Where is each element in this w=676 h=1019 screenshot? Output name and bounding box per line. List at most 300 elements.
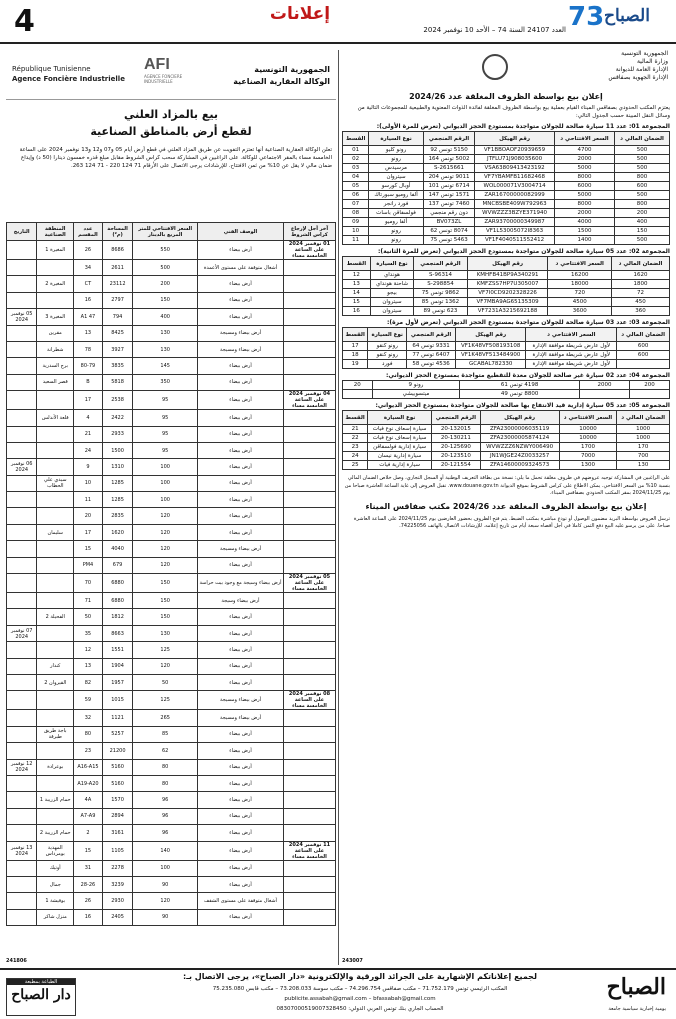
table-header-row [7, 223, 336, 241]
table-cell: 15 [74, 841, 103, 860]
table-cell: 200 [630, 381, 670, 390]
table-cell: 120 [133, 658, 198, 674]
table-cell [284, 743, 336, 759]
table-cell: المغيرة 3 [37, 309, 74, 325]
table-cell: 2000 [554, 155, 614, 164]
column-header: رقم الهيكل [480, 411, 559, 425]
group-4-title: المجموعة 04: عدد 02 سيارة غير صالحة للجولان معدة للتقطيع متواجدة بمستودع الحجز الديواني: [386, 372, 670, 379]
table-cell: 6000 [554, 182, 614, 191]
table-cell: 4A [74, 792, 103, 808]
table-cell: S-96314 [414, 271, 468, 280]
table-cell [7, 642, 37, 658]
table-cell: رونو كليو [369, 146, 423, 155]
table-cell: لأول عارض شريطة موافقة الإدارة [526, 342, 617, 351]
table-cell: VF7YBAMFB11682468 [475, 173, 555, 182]
table-cell: 05 نوفمبر 2024 [7, 309, 37, 325]
table-row [7, 508, 336, 524]
table-cell [37, 691, 74, 710]
table-cell: 4 [74, 410, 103, 426]
table-cell: 140 [133, 841, 198, 860]
table-row [7, 541, 336, 557]
table-cell: 16 [74, 909, 103, 925]
table-row [343, 390, 670, 399]
table-cell [284, 860, 336, 876]
table-cell: B [74, 374, 103, 390]
table-cell: ZFA14600009324573 [480, 461, 559, 470]
table-cell: بوعرادة [37, 759, 74, 775]
table-cell: 70 [74, 574, 103, 593]
table-cell: 1500 [554, 227, 614, 236]
table-cell [7, 658, 37, 674]
table-cell [7, 876, 37, 892]
table-cell: 4700 [554, 146, 614, 155]
table-cell: سيتروان [370, 307, 413, 316]
table-cell [284, 426, 336, 442]
table-cell [284, 410, 336, 426]
column-header: الضمان المالي د [612, 257, 670, 271]
table-cell: 623 تونس 89 [414, 307, 468, 316]
table-cell: 8425 [102, 325, 133, 341]
table-cell: 12 نوفمبر 2024 [7, 759, 37, 775]
table-cell: لأول عارض شريطة موافقة الإدارة [526, 351, 617, 360]
table-cell: 5818 [102, 374, 133, 390]
table-row [343, 271, 670, 280]
table-row [343, 434, 670, 443]
column-header: المساحة (م²) [102, 223, 133, 241]
table-cell [7, 475, 37, 491]
table-row [7, 841, 336, 860]
table-row [7, 391, 336, 410]
table-cell: 100 [133, 492, 198, 508]
table-cell: 16200 [548, 271, 612, 280]
table-cell: 04 نوفمبر 2024 على الساعة الخامسة مساء [284, 391, 336, 410]
table-cell: 04 [343, 173, 369, 182]
table-cell: المهدية بومرداس [37, 841, 74, 860]
table-cell: 2278 [102, 860, 133, 876]
table-cell [37, 642, 74, 658]
afi-lots-table [6, 222, 336, 926]
republic-seal-icon [482, 54, 508, 80]
table-cell: أرض بيضاء ومسيجة [198, 325, 284, 341]
afi-body-text: تعلن الوكالة العقارية الصناعية أنها تعتزم التفويت عن طريق المزاد العلني في قطع أرض أيام 05 و07 و12 و13 نوفمبر 2024 على الساعة الخامسة مساء بالمقر الاجتماعي للوكالة. على الراغبين في المشاركة سحب كراس الشروط مقابل مبلغ قدره خمسون دينارا (50 د) وإيداع ضمان مالي لا يقل عن 10% من ثمن الافتتاح. للإرشادات يرجى الاتصال على الأرقام 71 124 220 - 71 124 263. [19, 147, 332, 169]
table-cell: 679 [102, 557, 133, 573]
column-header: السعر الافتتاحي د [559, 411, 617, 425]
table-cell [7, 574, 37, 593]
table-cell: 794 [102, 309, 133, 325]
group-3-table [342, 327, 670, 369]
table-cell [7, 410, 37, 426]
table-cell: أرض بيضاء [198, 808, 284, 824]
column-header: رقم الهيكل [456, 328, 526, 342]
table-cell: 130 [617, 461, 670, 470]
column-header: الرقم المنجمي [423, 132, 475, 146]
table-cell [7, 426, 37, 442]
table-cell: سيارة إدارية فيات [368, 461, 432, 470]
table-cell: 1121 [102, 710, 133, 726]
print-house-logo: الطباعة بمطبعة دار الصباح [6, 978, 76, 1016]
customs-header [342, 50, 670, 88]
table-cell: 2000 [579, 381, 629, 390]
table-row [343, 425, 670, 434]
table-row [7, 492, 336, 508]
table-cell: 4198 تونس 61 [460, 381, 579, 390]
table-cell: أرض بيضاء وسيجة [198, 593, 284, 609]
table-cell: 4000 [554, 218, 614, 227]
table-cell: 130 [133, 325, 198, 341]
table-cell [37, 492, 74, 508]
table-cell [284, 759, 336, 775]
table-cell: A16-A15 [74, 759, 103, 775]
table-cell: 500 [615, 164, 670, 173]
table-cell: سليمان [37, 524, 74, 540]
table-row [7, 574, 336, 593]
table-cell [284, 341, 336, 357]
table-cell [284, 593, 336, 609]
table-cell: 8074 تونس 62 [423, 227, 475, 236]
table-cell: S-2615661 [423, 164, 475, 173]
table-cell: 90 [133, 876, 198, 892]
table-cell: 19 [343, 360, 368, 369]
table-cell: 13 نوفمبر 2024 [7, 841, 37, 860]
table-cell [284, 825, 336, 841]
table-cell: 5463 تونس 75 [423, 236, 475, 245]
table-cell: شطرانة [37, 341, 74, 357]
customs-notice-title: إعلان بيع بواسطة الظروف المغلقة عدد 2024/26 مكتب صفاقس الميناء [365, 501, 647, 511]
table-row [7, 726, 336, 742]
table-cell: VF7MBA9AG65135309 [467, 298, 548, 307]
table-cell: 150 [133, 574, 198, 593]
table-cell: ZFA23000006035119 [480, 425, 559, 434]
customs-intro: يعتزم المكتب الحدودي بصفاقس الميناء القيام بعملية بيع بواسطة الظروف المغلقة لفائدة الذوات المعنوية والطبيعية للمجموعات التالية من وسائل النقل المبينة حسب الجدول التالي: [357, 105, 670, 119]
table-cell: أرض بيضاء ومسيجة [198, 341, 284, 357]
table-cell: مرسيدس [369, 164, 423, 173]
table-cell: 95 [133, 410, 198, 426]
group-1-table [342, 131, 670, 245]
table-cell: 24 [74, 442, 103, 458]
footer-main-line: لجميع إعلاناتكم الإشهارية على الجرائد الورقية والإلكترونية «دار الصباح»، يرجى الاتصال بـ: [183, 972, 537, 981]
table-cell: 145 [133, 358, 198, 374]
table-cell: أرض بيضاء [198, 309, 284, 325]
column-header: آخر أجل لإرجاع كراس الشروط [284, 223, 336, 241]
column-header: القسط [343, 411, 368, 425]
table-cell: 8000 [554, 173, 614, 182]
table-cell: 1551 [102, 642, 133, 658]
table-cell: 26 [74, 893, 103, 909]
table-cell: أرض بيضاء [198, 674, 284, 690]
table-cell: 265 [133, 710, 198, 726]
table-cell: سيتروان [370, 298, 413, 307]
table-cell: 05 نوفمبر 2024 على الساعة الخامسة مساء [284, 574, 336, 593]
table-cell: سيارة إسعاف نوع فيات [368, 425, 432, 434]
table-cell: 1620 [102, 524, 133, 540]
table-cell [7, 442, 37, 458]
table-row [343, 209, 670, 218]
table-cell: 2538 [102, 391, 133, 410]
table-cell: 10000 [559, 434, 617, 443]
column-header: الضمان المالي د [615, 132, 670, 146]
table-cell: 03 [343, 164, 369, 173]
table-cell: هونداي [370, 271, 413, 280]
table-cell: 130 [133, 341, 198, 357]
table-row [343, 200, 670, 209]
table-cell: WVWZZZ3BZYE371940 [475, 209, 555, 218]
table-cell: أرض بيضاء [198, 625, 284, 641]
table-cell: 200 [133, 276, 198, 292]
table-cell: WOL000071V3004714 [475, 182, 555, 191]
table-cell: 2611 [102, 260, 133, 276]
table-cell: 1957 [102, 674, 133, 690]
table-cell: مقرين [37, 325, 74, 341]
table-cell: أرض بيضاء [198, 410, 284, 426]
column-header: التاريخ [7, 223, 37, 241]
table-cell: 07 نوفمبر 2024 [7, 625, 37, 641]
table-cell: أرض بيضاء [198, 426, 284, 442]
table-cell [284, 557, 336, 573]
table-cell: 07 [343, 200, 369, 209]
table-cell: 80 [133, 759, 198, 775]
table-cell: 360 [612, 307, 670, 316]
table-cell: أشغال متوقفة على مستوى الشقف [198, 893, 284, 909]
table-cell: أرض بيضاء ومسيجة [198, 541, 284, 557]
afi-title: بيع بالمزاد العلني [123, 108, 219, 121]
table-row [7, 557, 336, 573]
table-cell: 08 نوفمبر 2024 على الساعة الخامسة مساء [284, 691, 336, 710]
table-cell: رونو [369, 155, 423, 164]
table-cell [284, 309, 336, 325]
table-cell: 3600 [548, 307, 612, 316]
table-cell: 5160 [102, 759, 133, 775]
table-cell: 62 [133, 743, 198, 759]
table-cell: حمام الزريبة 1 [37, 792, 74, 808]
table-cell: 400 [615, 218, 670, 227]
table-cell: A7-A9 [74, 808, 103, 824]
table-cell [617, 360, 670, 369]
table-cell: بيجو [370, 289, 413, 298]
column-header: الرقم المنجمي [407, 328, 456, 342]
table-cell: 01 [343, 146, 369, 155]
table-cell: 28-26 [74, 876, 103, 892]
column-header: الضمان المالي د [617, 411, 670, 425]
table-cell: 600 [617, 342, 670, 351]
table-cell [37, 442, 74, 458]
table-cell: 1700 [559, 443, 617, 452]
column-header: رقم الهيكل [475, 132, 555, 146]
table-cell: 3239 [102, 876, 133, 892]
table-row [7, 442, 336, 458]
table-cell: 71 [74, 593, 103, 609]
afi-org-arabic: الجمهورية التونسية الوكالة العقارية الصناعية [233, 65, 330, 86]
table-cell: 3927 [102, 341, 133, 357]
table-cell: 96 [133, 792, 198, 808]
table-cell: فورد [368, 360, 407, 369]
table-cell [7, 492, 37, 508]
table-cell: 5150 تونس 92 [423, 146, 475, 155]
table-cell: 17 [74, 391, 103, 410]
table-row [7, 876, 336, 892]
table-cell [284, 893, 336, 909]
table-cell: 32 [74, 710, 103, 726]
table-cell [284, 726, 336, 742]
table-cell: 700 [617, 452, 670, 461]
table-cell: أرض بيضاء [198, 726, 284, 742]
table-cell [284, 325, 336, 341]
table-cell: 21 [343, 425, 368, 434]
table-cell: 6714 تونس 101 [423, 182, 475, 191]
table-cell: 4536 تونس 58 [407, 360, 456, 369]
footer-logo: الصباح [606, 974, 666, 1000]
table-row [7, 658, 336, 674]
table-cell: 10000 [559, 425, 617, 434]
table-cell: VF1K48VF508193108 [456, 342, 526, 351]
table-cell: 20 [343, 381, 373, 390]
table-row [7, 475, 336, 491]
table-cell: VSA63809413423192 [475, 164, 555, 173]
table-row [343, 280, 670, 289]
customs-title: إعلان بيع بواسطة الظروف المغلقة عدد 2024/26 [409, 92, 603, 101]
table-cell [7, 726, 37, 742]
table-row [7, 241, 336, 260]
table-cell [284, 658, 336, 674]
table-cell: 82 [74, 674, 103, 690]
table-cell: 4040 [102, 541, 133, 557]
footer-rib: الحساب الجاري بنك تونس العربي الدولي: 08307000519007328450 [276, 1006, 444, 1012]
table-cell: 12 [74, 642, 103, 658]
table-cell: سيارة إدارية نيسان [368, 452, 432, 461]
table-row [343, 381, 670, 390]
afi-ad-code: 241806 [6, 958, 27, 964]
table-cell [284, 492, 336, 508]
afi-header [6, 50, 336, 100]
table-cell: 2930 [102, 893, 133, 909]
table-row [7, 358, 336, 374]
table-cell: أوبال كورسو [369, 182, 423, 191]
table-cell: أرض بيضاء [198, 508, 284, 524]
table-cell: GCABAL782330 [456, 360, 526, 369]
table-cell [37, 426, 74, 442]
table-cell: 6880 [102, 574, 133, 593]
table-cell: 21200 [102, 743, 133, 759]
table-cell: أرض بيضاء [198, 876, 284, 892]
table-row [7, 909, 336, 925]
table-cell: 1015 [102, 691, 133, 710]
table-cell: 500 [615, 236, 670, 245]
column-divider [338, 50, 339, 965]
column-header: السعر الافتتاحي د [554, 132, 614, 146]
table-cell: 10 [74, 475, 103, 491]
customs-ad-code: 243007 [342, 958, 363, 964]
table-cell: 22 [343, 434, 368, 443]
table-row [343, 173, 670, 182]
table-cell: 95 [133, 426, 198, 442]
table-cell: 9331 تونس 64 [407, 342, 456, 351]
table-cell: أرض بيضاء [198, 860, 284, 876]
table-cell: القيروان 2 [37, 674, 74, 690]
table-row [7, 341, 336, 357]
table-cell: 550 [133, 241, 198, 260]
table-cell: 8663 [102, 625, 133, 641]
table-row [343, 155, 670, 164]
newspaper-logo [568, 2, 668, 38]
table-cell: قلعة الأندلس [37, 410, 74, 426]
table-cell: VF1K48VF513484900 [456, 351, 526, 360]
table-row [343, 191, 670, 200]
group-2-title: المجموعة 02: عدد 05 سيارة صالحة للجولان متواجدة بمستودع الحجز الديواني (تعرض للمرة الثانية): [378, 248, 670, 255]
customs-closing: ترسل العروض بواسطة البريد مضمون الوصول أو تودع مباشرة بمكتب الضبط. يتم فتح الظروف بحضور العارضين يوم 2024/11/25 على الساعة العاشرة صباحا. على من يرسو عليه البيع دفع الثمن كاملا في أجل أقصاه سبعة أيام من تاريخ إعلامه. للإرشادات الاتصال بالهاتف 74225056. [353, 515, 670, 529]
table-row [7, 609, 336, 625]
footer-contacts: المكتب الرئيسي تونس 71.752.179 – مكتب صفاقس 74.296.754 – مكتب سوسة 73.208.033 – مكتب قابس 75.235.080 [212, 986, 508, 992]
table-row [7, 860, 336, 876]
table-cell: لأول عارض شريطة موافقة الإدارة [526, 360, 617, 369]
page-footer [0, 968, 676, 1019]
table-cell: 23 [74, 743, 103, 759]
table-cell [7, 541, 37, 557]
logo-word: الصباح [604, 6, 650, 26]
table-cell: أرض بيضاء [198, 609, 284, 625]
table-cell [7, 276, 37, 292]
table-cell [7, 341, 37, 357]
table-cell [284, 374, 336, 390]
table-cell: 09 [343, 218, 369, 227]
column-header: السعر الافتتاحي للمتر المربع بالدينار [133, 223, 198, 241]
table-cell [7, 593, 37, 609]
table-cell: 2835 [102, 508, 133, 524]
table-cell: رونو كنقو [368, 351, 407, 360]
table-cell: 13 [74, 658, 103, 674]
table-cell: سيدي علي الحطاب [37, 475, 74, 491]
column-header: الرقم المنجمي [432, 411, 481, 425]
table-cell: سيتروان [369, 173, 423, 182]
table-cell [343, 390, 373, 399]
table-cell: 05 [343, 182, 369, 191]
table-cell: أرض بيضاء [198, 374, 284, 390]
table-cell: كندار [37, 658, 74, 674]
table-cell: 20 [74, 508, 103, 524]
table-cell: 1800 [612, 280, 670, 289]
table-row [343, 164, 670, 173]
table-cell: أرض بيضاء [198, 759, 284, 775]
table-cell: 8800 تونس 49 [460, 390, 579, 399]
afi-logo: AFI AGENCE FONCIERE INDUSTRIELLE [144, 56, 183, 84]
table-cell: 08 [343, 209, 369, 218]
table-row [343, 351, 670, 360]
table-cell: أرض بيضاء [198, 292, 284, 308]
table-cell [7, 825, 37, 841]
table-cell [7, 292, 37, 308]
table-cell: 11 نوفمبر 2024 على الساعة الخامسة مساء [284, 841, 336, 860]
column-header: المنطقة الصناعية [37, 223, 74, 241]
table-cell: منزل شاكر [37, 909, 74, 925]
table-cell: 1285 [102, 492, 133, 508]
table-row [343, 298, 670, 307]
table-row [7, 759, 336, 775]
table-cell: 5160 [102, 775, 133, 791]
table-cell: 7000 [559, 452, 617, 461]
table-cell [37, 541, 74, 557]
table-cell [284, 442, 336, 458]
table-cell: جمال [37, 876, 74, 892]
table-row [343, 360, 670, 369]
table-cell [284, 260, 336, 276]
table-row [7, 260, 336, 276]
table-cell: 17 [74, 524, 103, 540]
table-cell: أرض بيضاء [198, 492, 284, 508]
table-cell: 600 [615, 182, 670, 191]
table-cell: الفحيلة 2 [37, 609, 74, 625]
table-cell [7, 909, 37, 925]
table-cell [7, 325, 37, 341]
logo-number: 73 [568, 2, 605, 32]
table-cell: 13 [343, 280, 371, 289]
